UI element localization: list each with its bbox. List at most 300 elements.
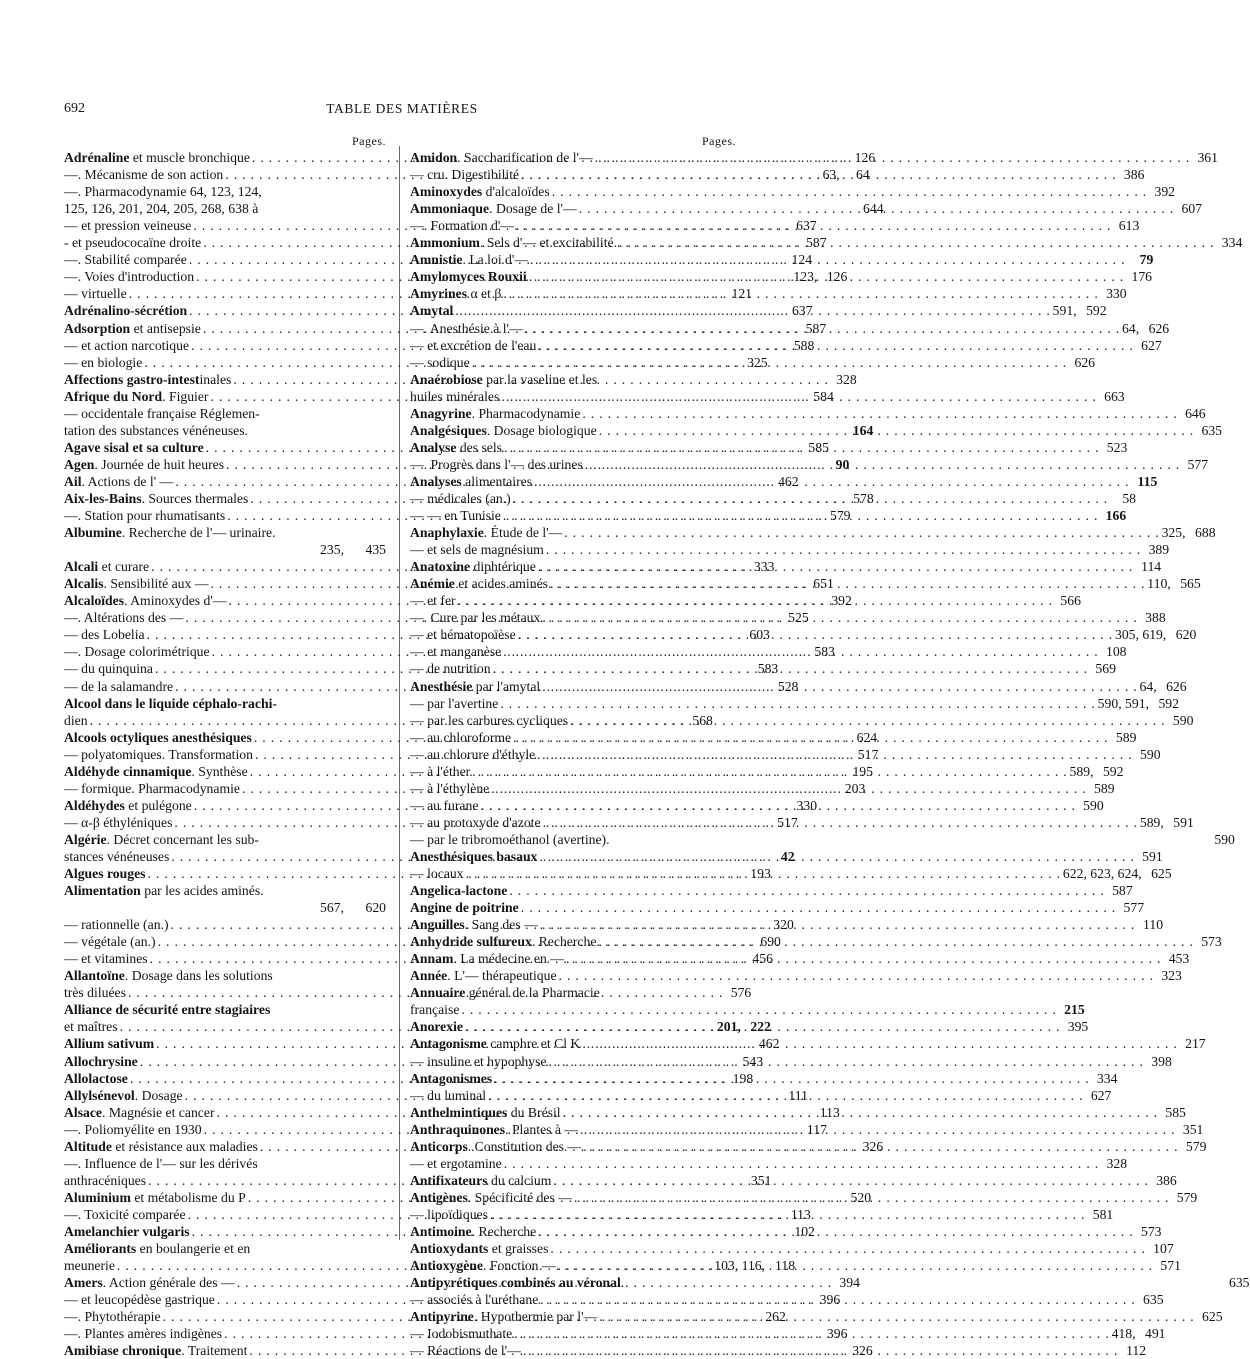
entry-headword: Aminoxydes — [410, 184, 483, 200]
entry-text — [410, 473, 532, 490]
entry-page-number: 637 — [791, 303, 813, 319]
entry-text — [410, 1001, 459, 1018]
entry-text — [64, 1018, 118, 1035]
index-entry — [410, 899, 1145, 916]
leader-dots — [490, 1206, 1085, 1223]
entry-headword: Allantoïne — [64, 968, 125, 984]
entry-headword: Algérie — [64, 831, 107, 847]
entry-page-number: 110 — [1143, 917, 1164, 933]
entry-page-refs: 325, — [1161, 525, 1186, 541]
entry-text — [64, 490, 248, 507]
entry-subtext: — locaux — [410, 866, 464, 882]
entry-subtext: — cru. Digestibilité — [410, 167, 520, 183]
leader-dots — [537, 746, 1132, 763]
leader-dots — [564, 524, 1159, 541]
leader-dots — [540, 916, 1135, 933]
entry-subtext: et muscle bronchique — [129, 150, 250, 166]
entry-headword: Amibiase chronique — [64, 1343, 182, 1359]
entry-text — [410, 746, 535, 763]
entry-page-number: 590 — [1214, 831, 1235, 847]
entry-page-number: 520 — [850, 1189, 872, 1205]
entry-subtext: — par le tribromoéthanol (avertine). — [410, 831, 610, 847]
entry-page-number: 42 — [780, 848, 795, 864]
entry-subtext: . Recherche — [471, 1224, 537, 1239]
entry-text — [410, 1342, 521, 1359]
entry-page-number: 325 — [747, 354, 768, 370]
entry-subtext: . Sels d'— et excitabilité. — [479, 235, 617, 251]
leader-dots — [552, 183, 1147, 200]
entry-text — [410, 166, 519, 183]
entry-headword: Année — [410, 968, 448, 984]
entry-page-number: 578 — [853, 490, 874, 506]
entry-subtext: — médicales (an.) — [410, 490, 511, 506]
entry-page-number: 394 — [839, 1275, 860, 1291]
entry-subtext: par les acides aminés. — [140, 883, 264, 899]
entry-page-number: 644 — [863, 201, 884, 217]
entry-page-refs: 103, 116, — [714, 1258, 766, 1274]
leader-dots — [566, 950, 1161, 967]
entry-subtext: . Recherche de l'— urinaire. — [121, 525, 276, 541]
entry-subtext: dien — [64, 712, 88, 728]
entry-page-number: 620 — [365, 900, 386, 916]
index-entry — [64, 899, 386, 916]
entry-text — [64, 1240, 250, 1257]
entry-text — [64, 763, 248, 780]
entry-text — [410, 1291, 538, 1308]
entry-text — [64, 285, 127, 302]
entry-text — [64, 1325, 222, 1342]
entry-page-number: 118 — [775, 1258, 796, 1274]
entry-page-number: 462 — [758, 1036, 780, 1052]
entry-subtext: . Traitement — [181, 1343, 248, 1359]
leader-dots — [530, 251, 1125, 268]
entry-page-number: 583 — [814, 644, 835, 660]
entry-headword: Alsace — [64, 1104, 103, 1120]
entry-subtext: . Plantes à — — [505, 1121, 579, 1137]
entry-headword: Alcool dans le liquide céphalo-rachi- — [64, 695, 277, 711]
entry-subtext: - et pseudococaïne droite — [64, 235, 202, 251]
entry-page-refs: 591, — [1052, 303, 1077, 319]
entry-headword: Alliance de sécurité entre stagiaires — [64, 1002, 271, 1018]
entry-subtext: . La loi d'— — [462, 252, 529, 268]
entry-page-number: 592 — [1102, 763, 1124, 779]
entry-subtext: . La médecine en — — [453, 951, 564, 967]
entry-subtext: stances vénéneuses — [64, 848, 170, 864]
entry-page-refs: 589, — [1069, 763, 1094, 779]
page-header — [64, 101, 740, 121]
entry-page-number: 334 — [1096, 1070, 1118, 1086]
entry-subtext: — végétale (an.) — [64, 934, 156, 950]
entry-page-number: 198 — [732, 1070, 754, 1086]
entry-text — [410, 217, 514, 234]
entry-page-number: 215 — [1064, 1002, 1085, 1018]
entry-text — [64, 1274, 235, 1291]
entry-page-number: 113 — [790, 1206, 811, 1222]
leader-dots — [559, 967, 1154, 984]
entry-subtext: . Magnésie et cancer — [102, 1104, 215, 1120]
entry-text — [410, 354, 470, 371]
leader-dots — [563, 1104, 1158, 1121]
entry-page-number: 351 — [1182, 1121, 1204, 1137]
entry-page-number: 620 — [1175, 627, 1197, 643]
entry-text — [410, 268, 527, 285]
entry-subtext: et acides aminés — [454, 576, 548, 592]
entry-headword: Antagonisme — [410, 1036, 487, 1052]
leader-dots — [579, 200, 1174, 217]
entry-page-number: 517 — [857, 746, 879, 762]
entry-subtext: alimentaires — [461, 473, 533, 489]
entry-text — [410, 558, 536, 575]
entry-page-number: 624 — [856, 729, 878, 745]
entry-text — [64, 882, 264, 899]
entry-page-number: 111 — [788, 1087, 808, 1103]
entry-page-number: 646 — [1185, 405, 1206, 421]
entry-headword: Allium sativum — [64, 1036, 155, 1052]
entry-text — [410, 626, 516, 643]
entry-subtext: —. Cure par les métaux — [410, 610, 541, 626]
leader-dots — [472, 354, 1067, 371]
entry-subtext: . Journée de huit heures — [94, 456, 225, 472]
entry-page-refs: 201, — [716, 1019, 741, 1035]
entry-page-number: 117 — [806, 1121, 827, 1137]
entry-subtext: — lipoïdiques — [410, 1206, 488, 1222]
entry-headword: Anorexie — [410, 1019, 463, 1035]
entry-subtext: . Actions de l' — — [81, 473, 174, 489]
leader-dots — [494, 1070, 1089, 1087]
leader-dots — [585, 456, 1180, 473]
entry-page-number: 398 — [1151, 1053, 1172, 1069]
entry-subtext: — rationnelle (an.) — [64, 917, 169, 933]
entry-text — [64, 797, 192, 814]
entry-page-number: 164 — [852, 422, 874, 438]
entry-text — [410, 660, 491, 677]
entry-page-refs: 64, — [1139, 678, 1157, 694]
entry-page-number: 589 — [1115, 729, 1137, 745]
page-title: TABLE DES MATIÈRES — [326, 101, 478, 116]
entry-page-number: 392 — [831, 593, 852, 609]
entry-subtext: huiles minérales — [410, 388, 500, 404]
entry-subtext: . Synthèse — [191, 763, 248, 779]
index-entry — [64, 967, 386, 984]
entry-page-number: 323 — [1161, 968, 1182, 984]
entry-subtext: . Dosage biologique — [486, 422, 597, 438]
index-entry — [64, 1240, 386, 1257]
entry-page-number: 592 — [1158, 695, 1179, 711]
entry-headword: Ail — [64, 473, 82, 489]
entry-subtext: — au chloroforme — [410, 729, 512, 745]
entry-page-number: 388 — [1145, 610, 1166, 626]
entry-subtext: . Sang des — — [464, 917, 538, 933]
entry-text — [64, 1087, 183, 1104]
entry-page-number: 603 — [749, 627, 770, 643]
entry-text — [410, 200, 577, 217]
entry-page-number: 587 — [805, 320, 827, 336]
leader-dots — [518, 626, 1113, 643]
entry-subtext: —. Influence de l'— sur les dérivés — [64, 1155, 258, 1171]
entry-subtext: —. Progrès dans l'— des urines — [410, 456, 583, 472]
entry-page-number: 543 — [742, 1053, 764, 1069]
leader-dots — [513, 729, 1108, 746]
entry-subtext: et pulégone — [124, 797, 192, 813]
leader-dots — [543, 814, 1138, 831]
entry-subtext: — et sels de magnésium — [410, 542, 544, 558]
entry-page-number: 102 — [794, 1224, 815, 1239]
entry-text — [64, 950, 148, 967]
entry-headword: Amytal — [410, 303, 454, 319]
leader-dots — [598, 933, 1193, 950]
entry-subtext: . Saccharification de l'— — [457, 150, 593, 166]
entry-text — [64, 967, 273, 984]
entry-subtext: — et ergotamine — [410, 1155, 502, 1171]
entry-headword: Albumine — [64, 525, 122, 541]
entry-subtext: par la vaseline et les — [482, 371, 598, 387]
entry-page-number: 583 — [757, 661, 779, 677]
entry-headword: Anesthésiques basaux — [410, 848, 538, 864]
entry-text — [410, 1138, 581, 1155]
entry-headword: Amnistie — [410, 252, 463, 268]
entry-headword: Anagyrine — [410, 405, 472, 421]
entry-page-refs: 567, — [320, 900, 344, 916]
entry-text — [410, 302, 453, 319]
entry-subtext: d'alcaloïdes — [482, 184, 550, 200]
entry-page-number: 126 — [826, 269, 848, 285]
entry-text — [410, 1070, 492, 1087]
leader-dots — [491, 780, 1086, 797]
entry-text — [64, 678, 173, 695]
entry-text — [410, 729, 511, 746]
entry-page-number: 607 — [1181, 201, 1203, 217]
entry-page-refs: 622, 623, 624, — [1062, 866, 1142, 882]
entry-page-number: 590 — [1172, 712, 1194, 728]
entry-text — [64, 371, 231, 388]
entry-headword: Anticorps — [410, 1138, 468, 1154]
index-entry — [410, 1155, 1128, 1172]
entry-subtext: —. Mécanisme de son action — [64, 167, 224, 183]
entry-subtext: 125, 126, 201, 204, 205, 268, 638 à — [64, 201, 259, 217]
index-entry — [410, 984, 736, 1001]
entry-subtext: anthracéniques — [64, 1172, 147, 1188]
entry-subtext: française — [410, 1002, 460, 1018]
entry-page-number: 573 — [1201, 934, 1222, 950]
entry-page-number: 565 — [1180, 576, 1201, 592]
entry-text — [410, 1155, 502, 1172]
entry-text — [410, 1274, 624, 1291]
entry-text — [64, 1104, 215, 1121]
entry-text — [410, 712, 568, 729]
entry-text — [64, 1342, 247, 1359]
entry-headword: Alcalis — [64, 576, 104, 592]
entry-text — [64, 848, 169, 865]
entry-subtext: — au chlorure d'éthyle — [410, 746, 536, 762]
entry-page-refs: 418, — [1111, 1326, 1136, 1342]
entry-text — [410, 524, 562, 541]
entry-page-number: 395 — [1067, 1019, 1089, 1035]
entry-subtext: . Dosage de l'— — [489, 201, 577, 217]
entry-subtext: — par l'avertine — [410, 695, 499, 711]
entry-page-number: 663 — [1104, 388, 1125, 404]
entry-text — [64, 1138, 258, 1155]
entry-text — [410, 643, 501, 660]
entry-page-number: 396 — [819, 1292, 841, 1308]
entry-page-number: 579 — [1176, 1189, 1198, 1205]
leader-dots — [548, 1053, 1143, 1070]
entry-subtext: du calcium — [487, 1172, 552, 1188]
entry-page-number: 566 — [1060, 593, 1081, 609]
entry-text — [410, 831, 610, 848]
entry-subtext: . Aminoxydes d'— — [124, 593, 227, 609]
entry-text — [64, 609, 183, 626]
entry-subtext: — sodique — [410, 354, 470, 370]
entry-page-number: 166 — [1105, 508, 1127, 524]
entry-subtext: . Constitution des — — [467, 1138, 582, 1154]
entry-text — [64, 1053, 138, 1070]
entry-text — [64, 354, 142, 371]
entry-text — [64, 1257, 115, 1274]
entry-text — [410, 1018, 463, 1035]
entry-subtext: . Pharmacodynamie — [471, 405, 581, 421]
entry-text — [410, 1189, 572, 1206]
entry-subtext: — formique. Pharmacodynamie — [64, 780, 240, 796]
entry-page-number: 64 — [855, 167, 870, 183]
entry-page-number: 579 — [829, 508, 851, 524]
leader-dots — [480, 797, 1075, 814]
entry-page-number: 581 — [1092, 1206, 1114, 1222]
entry-headword: Antimoine — [410, 1224, 472, 1239]
entry-subtext: . Transformation — [161, 746, 253, 762]
entry-page-number: 591 — [1173, 814, 1194, 830]
entry-text — [410, 405, 580, 422]
index-entry — [410, 695, 1179, 712]
entry-text — [410, 609, 540, 626]
entry-page-number: 58 — [1122, 490, 1137, 506]
entry-text — [410, 320, 523, 337]
entry-subtext: — Iodobismuthate — [410, 1326, 513, 1342]
entry-text — [410, 337, 536, 354]
entry-subtext: . Action générale des — — [102, 1275, 235, 1291]
entry-text — [410, 916, 538, 933]
entry-text — [64, 166, 223, 183]
entry-page-number: 577 — [1123, 900, 1145, 916]
entry-page-number: 590 — [1083, 797, 1104, 813]
entry-subtext: par l'amytal — [472, 678, 541, 694]
entry-subtext: —. Anesthésie à l'— — [410, 320, 523, 336]
entry-subtext: — à l'éthylène — [410, 780, 490, 796]
entry-page-refs: 123, — [793, 269, 818, 285]
entry-text — [410, 439, 502, 456]
entry-subtext: meunerie — [64, 1258, 115, 1274]
entry-text — [410, 899, 519, 916]
leader-dots — [542, 609, 1137, 626]
entry-headword: Alcali — [64, 559, 99, 575]
entry-page-number: 587 — [805, 235, 827, 251]
entry-page-number: 525 — [788, 610, 809, 626]
entry-page-number: 635 — [1143, 1292, 1164, 1308]
entry-page-refs: 235, — [320, 542, 344, 558]
entry-subtext: — et hématopoïèse — [410, 627, 516, 643]
entry-subtext: —. Phytothérapie — [64, 1309, 161, 1325]
entry-text — [410, 541, 544, 558]
entry-headword: Adrénalino-sécrétion — [64, 303, 188, 319]
entry-headword: Anaphylaxie — [410, 525, 484, 541]
entry-headword: Antagonismes — [410, 1070, 493, 1086]
leader-dots — [599, 422, 1194, 439]
entry-headword: Alcaloïdes — [64, 593, 125, 609]
entry-text — [64, 592, 227, 609]
entry-headword: Anthraquinones — [410, 1121, 506, 1137]
entry-page-number: 577 — [1187, 456, 1209, 472]
entry-text — [410, 251, 528, 268]
entry-page-number: 625 — [1202, 1309, 1223, 1325]
leader-dots — [500, 695, 1095, 712]
entry-text — [410, 456, 583, 473]
entry-text — [64, 984, 126, 1001]
entry-page-number: 587 — [1112, 883, 1133, 899]
entry-text — [64, 439, 204, 456]
leader-dots — [504, 1155, 1099, 1172]
leader-dots — [513, 490, 1108, 507]
entry-headword: Angine de poitrine — [410, 900, 519, 916]
entry-subtext: α et β — [467, 286, 502, 302]
entry-text — [64, 1001, 270, 1018]
leader-dots — [455, 302, 1050, 319]
entry-headword: Aldéhydes — [64, 797, 125, 813]
entry-headword: Afrique du Nord — [64, 388, 163, 404]
index-entry — [410, 1001, 1085, 1018]
entry-page-number: 517 — [777, 814, 798, 830]
entry-page-number: 386 — [1123, 167, 1145, 183]
entry-page-refs: 305, 619, — [1114, 627, 1167, 643]
leader-dots — [472, 763, 1067, 780]
entry-text — [410, 933, 596, 950]
entry-text — [410, 678, 540, 695]
entry-subtext: — au furane — [410, 797, 479, 813]
entry-subtext: — du quinquina — [64, 661, 153, 677]
entry-text — [410, 183, 550, 200]
entry-page-number: 334 — [1221, 235, 1243, 251]
entry-text — [410, 882, 507, 899]
entry-page-number: 456 — [752, 951, 773, 967]
entry-headword: Ammoniaque — [410, 201, 490, 217]
entry-text — [64, 695, 277, 712]
entry-subtext: diphtérique — [470, 559, 536, 575]
entry-headword: Allochrysine — [64, 1053, 138, 1069]
entry-subtext: —. Pharmacodynamie 64, 123, 124, — [64, 184, 262, 200]
leader-dots — [521, 899, 1116, 916]
entry-page-number: 690 — [760, 934, 781, 950]
entry-page-number: 79 — [1139, 252, 1154, 268]
entry-text — [410, 950, 564, 967]
entry-page-number: 361 — [1197, 150, 1218, 166]
entry-subtext: — de nutrition — [410, 661, 491, 677]
leader-dots — [516, 217, 1111, 234]
entry-headword: Antifixateurs — [410, 1172, 488, 1188]
entry-page-number: 326 — [852, 1343, 873, 1359]
entry-subtext: — associés à l'uréthane — [410, 1292, 539, 1308]
entry-text — [410, 422, 597, 439]
entry-text — [410, 1087, 486, 1104]
entry-headword: Adrénaline — [64, 150, 130, 166]
entry-page-number: 626 — [1074, 354, 1095, 370]
index-entry — [64, 183, 386, 200]
entry-page-number: 396 — [826, 1326, 848, 1342]
entry-page-number: 576 — [730, 985, 752, 1001]
entry-page-number: 115 — [1137, 473, 1158, 489]
leader-dots — [538, 1223, 1133, 1240]
entry-text — [410, 507, 501, 524]
entry-subtext: et curare — [98, 559, 150, 575]
leader-dots — [574, 1189, 1169, 1206]
entry-subtext: —. Plantes amères indigènes — [64, 1326, 223, 1342]
